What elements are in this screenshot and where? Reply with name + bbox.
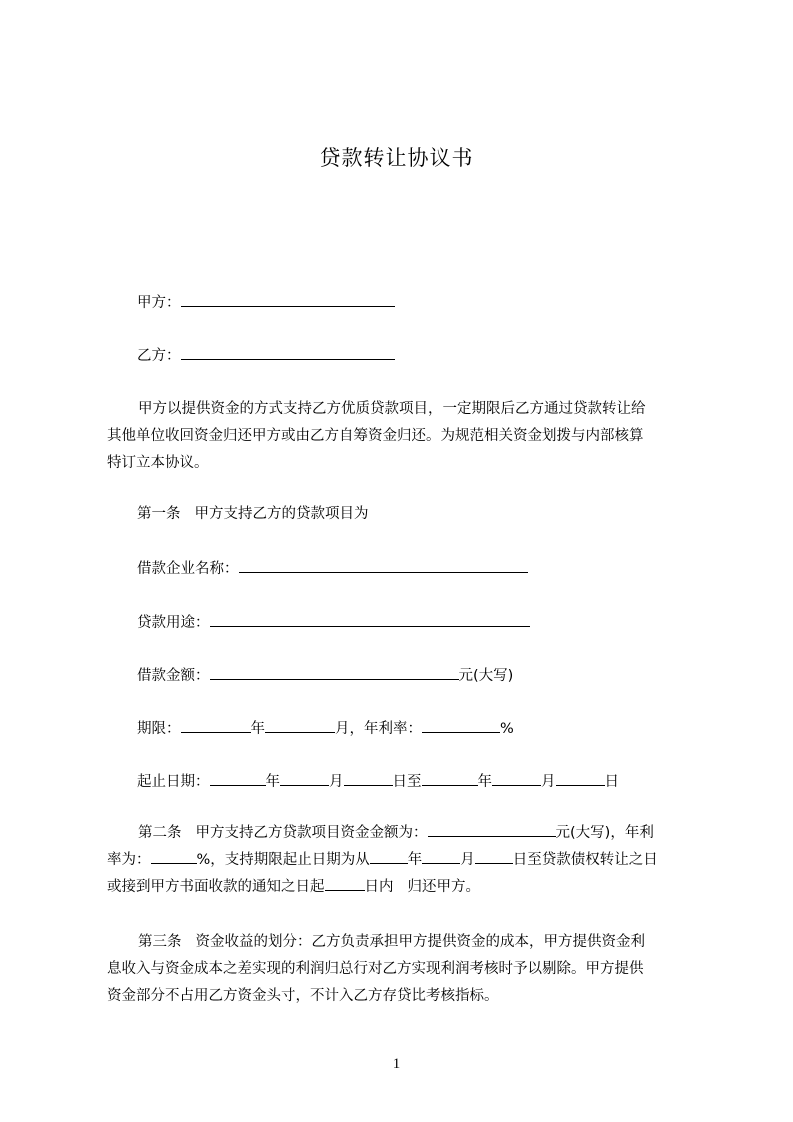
start-day-blank: [344, 770, 393, 786]
borrower-line: [137, 557, 528, 579]
article3-text: 资金收益的划分：乙方负责承担甲方提供资金的成本，甲方提供资金利: [195, 934, 645, 950]
end-year-blank: [422, 770, 478, 786]
preamble-paragraph: [107, 396, 703, 477]
start-month-blank: [280, 770, 329, 786]
article2-text: 日至贷款债权转让之日: [512, 852, 658, 868]
support-month-blank: [422, 848, 460, 864]
article2-paragraph: [107, 820, 703, 901]
page-number: 1: [392, 1056, 401, 1072]
party-a-blank: [181, 291, 395, 307]
article2-text: 或接到甲方书面收款的通知之日起: [107, 879, 325, 895]
borrower-label: 借款企业名称：: [137, 561, 239, 577]
party-b-blank: [181, 344, 395, 360]
document-title: 贷款转让协议书: [319, 146, 474, 170]
preamble-line: 其他单位收回资金归还甲方或由乙方自筹资金归还。为规范相关资金划拨与内部核算: [107, 428, 644, 444]
dates-label: 起止日期：: [137, 774, 210, 790]
article2-line: [107, 820, 703, 847]
rate-blank: [422, 717, 500, 733]
article2-text: %，支持期限起止日期为从: [196, 852, 370, 868]
term-label: 期限：: [137, 721, 181, 737]
party-b-line: [137, 344, 395, 366]
support-rate-blank: [151, 848, 197, 864]
amount-suffix: 元(大写): [458, 668, 514, 684]
term-year-blank: [181, 717, 251, 733]
article2-line: [107, 847, 703, 874]
borrower-blank: [239, 557, 528, 573]
term-month-blank: [265, 717, 335, 733]
end-month-unit: 月: [541, 774, 556, 790]
article2-text: 月: [460, 852, 475, 868]
preamble-line: 特订立本协议。: [107, 455, 209, 471]
rate-percent: %: [500, 721, 514, 737]
article2-text: 日内: [364, 879, 394, 895]
party-a-line: [137, 291, 395, 313]
article3-number: 第三条: [138, 934, 182, 950]
return-days-blank: [325, 875, 365, 891]
article3-line: [107, 929, 703, 956]
article3-line: 息收入与资金成本之差实现的利润归总行对乙方实现利润考核时予以剔除。甲方提供: [107, 961, 644, 977]
support-day-blank: [475, 848, 513, 864]
article2-text: 元(大写)，年利: [555, 825, 654, 841]
purpose-label: 贷款用途：: [137, 615, 210, 631]
article2-text: 年: [407, 852, 423, 868]
end-year-unit: 年: [477, 774, 492, 790]
party-a-label: 甲方：: [137, 295, 181, 311]
start-day-unit: 日至: [392, 774, 422, 790]
end-month-blank: [492, 770, 541, 786]
preamble-line: 甲方以提供资金的方式支持乙方优质贷款项目，一定期限后乙方通过贷款转让给: [138, 401, 646, 417]
article2-line: [107, 874, 703, 901]
end-day-blank: [556, 770, 605, 786]
article3-paragraph: [107, 929, 703, 1010]
term-year: 年: [250, 721, 265, 737]
party-b-label: 乙方：: [137, 348, 181, 364]
start-year-blank: [210, 770, 266, 786]
amount-label: 借款金额：: [137, 668, 210, 684]
amount-line: [137, 664, 513, 686]
term-line: [137, 717, 514, 739]
support-year-blank: [370, 848, 408, 864]
article2-number: 第二条: [138, 825, 182, 841]
start-month-unit: 月: [329, 774, 344, 790]
article3-line: 资金部分不占用乙方资金头寸，不计入乙方存贷比考核指标。: [107, 988, 499, 1004]
term-month-rate: 月，年利率：: [335, 721, 422, 737]
article1-number: 第一条: [137, 506, 181, 522]
purpose-blank: [210, 611, 530, 627]
article1-heading: [137, 504, 369, 524]
purpose-line: [137, 611, 530, 633]
article2-text: 甲方支持乙方贷款项目资金金额为：: [195, 825, 428, 841]
article2-text: 归还甲方。: [407, 879, 480, 895]
dates-line: [137, 770, 619, 792]
amount-blank: [210, 664, 459, 680]
support-amount-blank: [428, 821, 556, 837]
article1-text: 甲方支持乙方的贷款项目为: [194, 506, 369, 522]
end-day-unit: 日: [604, 774, 619, 790]
article2-text: 率为：: [107, 852, 151, 868]
start-year-unit: 年: [265, 774, 280, 790]
